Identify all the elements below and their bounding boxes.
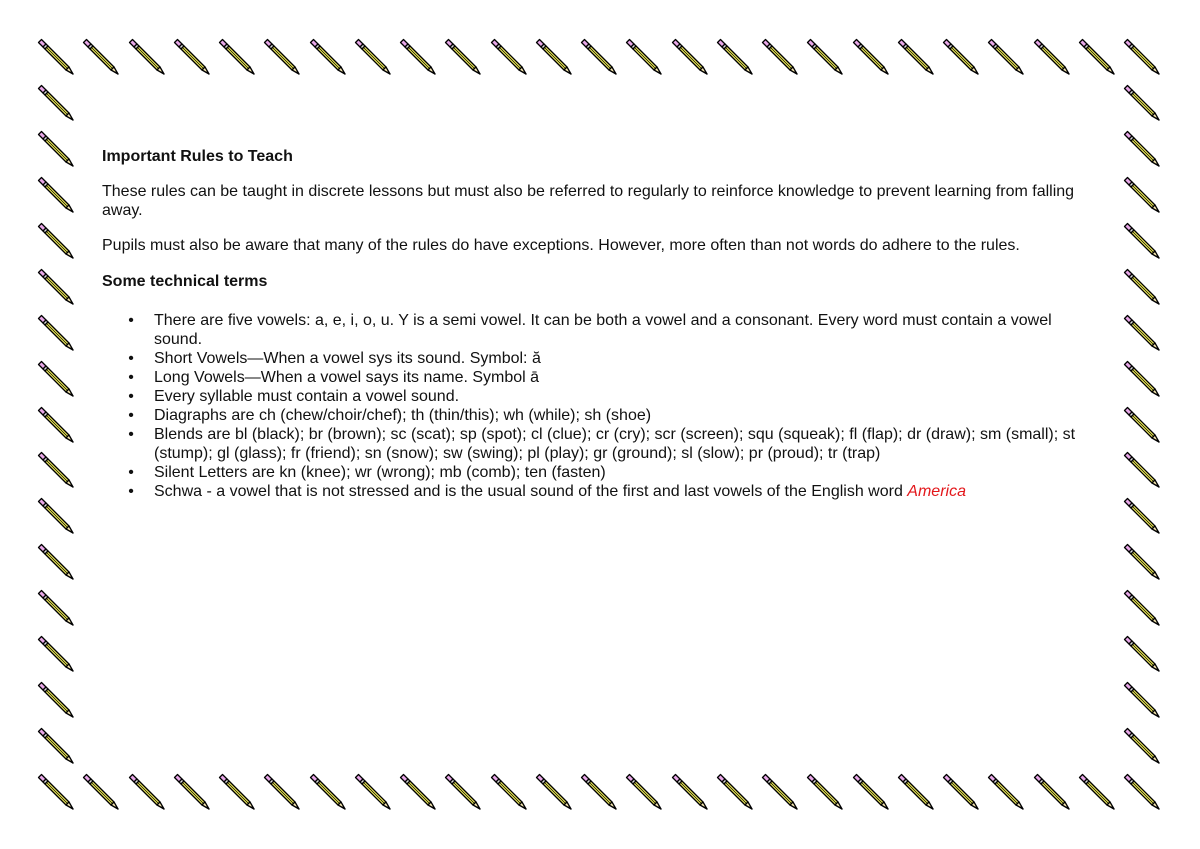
pencil-icon	[168, 768, 214, 814]
list-item-schwa	[126, 482, 1094, 501]
document-body	[102, 147, 1092, 501]
pencil-icon	[756, 33, 802, 79]
pencil-icon	[982, 768, 1028, 814]
pencil-icon	[530, 768, 576, 814]
pencil-icon	[1118, 309, 1164, 355]
pencil-icon	[32, 722, 78, 768]
list-item-text: There are five vowels: a, e, i, o, u. Y is a semi vowel. It can be both a vowel and a consonant. Every word must contain a vowel sound.	[154, 312, 1052, 348]
list-item-text: Blends are bl (black); br (brown); sc (scat); sp (spot); cl (clue); cr (cry); scr (screen); squ (squeak); fl (flap); dr (draw); sm (small); st (stump); gl (glass); fr (friend); sn (snow); sw (swing); pl (play); gr (ground); sl (slow); pr (proud); tr (trap)	[154, 426, 1076, 462]
pencil-icon	[620, 768, 666, 814]
pencil-icon	[485, 33, 531, 79]
pencil-icon	[575, 768, 621, 814]
pencil-icon	[1073, 33, 1119, 79]
pencil-icon	[394, 768, 440, 814]
pencil-icon	[575, 33, 621, 79]
pencil-icon	[349, 768, 395, 814]
bullet: •	[128, 464, 134, 481]
pencil-icon	[666, 33, 712, 79]
list-item	[126, 368, 1094, 387]
pencil-icon	[32, 355, 78, 401]
pencil-icon	[1118, 125, 1164, 171]
pencil-icon	[892, 768, 938, 814]
pencil-icon	[32, 79, 78, 125]
pencil-icon	[1118, 263, 1164, 309]
pencil-icon	[847, 33, 893, 79]
bullet: •	[128, 483, 134, 500]
pencil-icon	[1118, 217, 1164, 263]
exceptions-paragraph: Pupils must also be aware that many of the rules do have exceptions. However, more often than not words do adhere to the rules.	[102, 237, 1020, 254]
pencil-icon	[1118, 171, 1164, 217]
america-last-letter: a	[957, 483, 966, 500]
list-item-text: Diagraphs are ch (chew/choir/chef); th (thin/this); wh (while); sh (shoe)	[154, 407, 652, 424]
pencil-icon	[1118, 401, 1164, 447]
pencil-icon	[620, 33, 666, 79]
pencil-icon	[801, 33, 847, 79]
bullet: •	[128, 388, 134, 405]
bullet: •	[128, 426, 134, 443]
pencil-icon	[304, 33, 350, 79]
pencil-icon	[32, 446, 78, 492]
intro-paragraph: These rules can be taught in discrete lessons but must also be referred to regularly to reinforce knowledge to prevent learning from falling away.	[102, 183, 1075, 219]
pencil-icon	[32, 309, 78, 355]
list-item-text: Long Vowels—When a vowel says its name. Symbol ā	[154, 369, 540, 386]
pencil-icon	[258, 33, 304, 79]
pencil-icon	[1118, 584, 1164, 630]
america-first-letter: A	[907, 483, 918, 500]
pencil-icon	[937, 33, 983, 79]
pencil-icon	[349, 33, 395, 79]
pencil-icon	[1118, 33, 1164, 79]
pencil-icon	[1118, 538, 1164, 584]
pencil-icon	[1118, 630, 1164, 676]
pencil-icon	[32, 401, 78, 447]
pencil-icon	[32, 33, 78, 79]
list-item	[126, 387, 1094, 406]
pencil-icon	[530, 33, 576, 79]
pencil-icon	[1028, 33, 1074, 79]
bullet: •	[128, 350, 134, 367]
america-word	[907, 483, 966, 500]
pencil-icon	[1118, 79, 1164, 125]
pencil-icon	[711, 33, 757, 79]
section-heading: Some technical terms	[102, 273, 268, 290]
pencil-icon	[123, 768, 169, 814]
pencil-icon	[892, 33, 938, 79]
pencil-icon	[32, 171, 78, 217]
pencil-icon	[982, 33, 1028, 79]
pencil-icon	[847, 768, 893, 814]
pencil-icon	[711, 768, 757, 814]
list-item	[126, 349, 1094, 368]
pencil-icon	[1118, 722, 1164, 768]
pencil-icon	[1118, 492, 1164, 538]
schwa-text: Schwa - a vowel that is not stressed and is the usual sound of the first and last vowels of the English word	[154, 483, 908, 500]
pencil-icon	[394, 33, 440, 79]
pencil-icon	[32, 676, 78, 722]
pencil-icon	[32, 538, 78, 584]
pencil-icon	[213, 33, 259, 79]
pencil-icon	[1073, 768, 1119, 814]
list-item	[126, 425, 1094, 463]
pencil-icon	[168, 33, 214, 79]
pencil-icon	[32, 768, 78, 814]
pencil-icon	[32, 492, 78, 538]
pencil-icon	[666, 768, 712, 814]
pencil-icon	[1118, 355, 1164, 401]
pencil-icon	[32, 584, 78, 630]
pencil-icon	[123, 33, 169, 79]
pencil-icon	[1118, 676, 1164, 722]
pencil-icon	[304, 768, 350, 814]
pencil-icon	[1118, 446, 1164, 492]
list-item	[126, 406, 1094, 425]
pencil-icon	[801, 768, 847, 814]
page-heading: Important Rules to Teach	[102, 148, 293, 165]
rules-list	[102, 311, 1092, 501]
bullet: •	[128, 407, 134, 424]
pencil-icon	[32, 263, 78, 309]
pencil-icon	[32, 630, 78, 676]
pencil-icon	[77, 33, 123, 79]
pencil-icon	[439, 33, 485, 79]
list-item	[126, 311, 1094, 349]
pencil-icon	[32, 217, 78, 263]
list-item-text: Short Vowels—When a vowel sys its sound. Symbol: ă	[154, 350, 541, 367]
list-item-text: Every syllable must contain a vowel sound.	[154, 388, 460, 405]
pencil-icon	[1028, 768, 1074, 814]
bullet: •	[128, 369, 134, 386]
list-item	[126, 463, 1094, 482]
bullet: •	[128, 312, 134, 329]
pencil-icon	[937, 768, 983, 814]
pencil-icon	[485, 768, 531, 814]
pencil-icon	[1118, 768, 1164, 814]
pencil-icon	[77, 768, 123, 814]
pencil-icon	[32, 125, 78, 171]
list-item-text: Silent Letters are kn (knee); wr (wrong); mb (comb); ten (fasten)	[154, 464, 606, 481]
pencil-icon	[258, 768, 304, 814]
pencil-icon	[756, 768, 802, 814]
america-middle: meric	[917, 483, 958, 500]
pencil-icon	[213, 768, 259, 814]
pencil-icon	[439, 768, 485, 814]
